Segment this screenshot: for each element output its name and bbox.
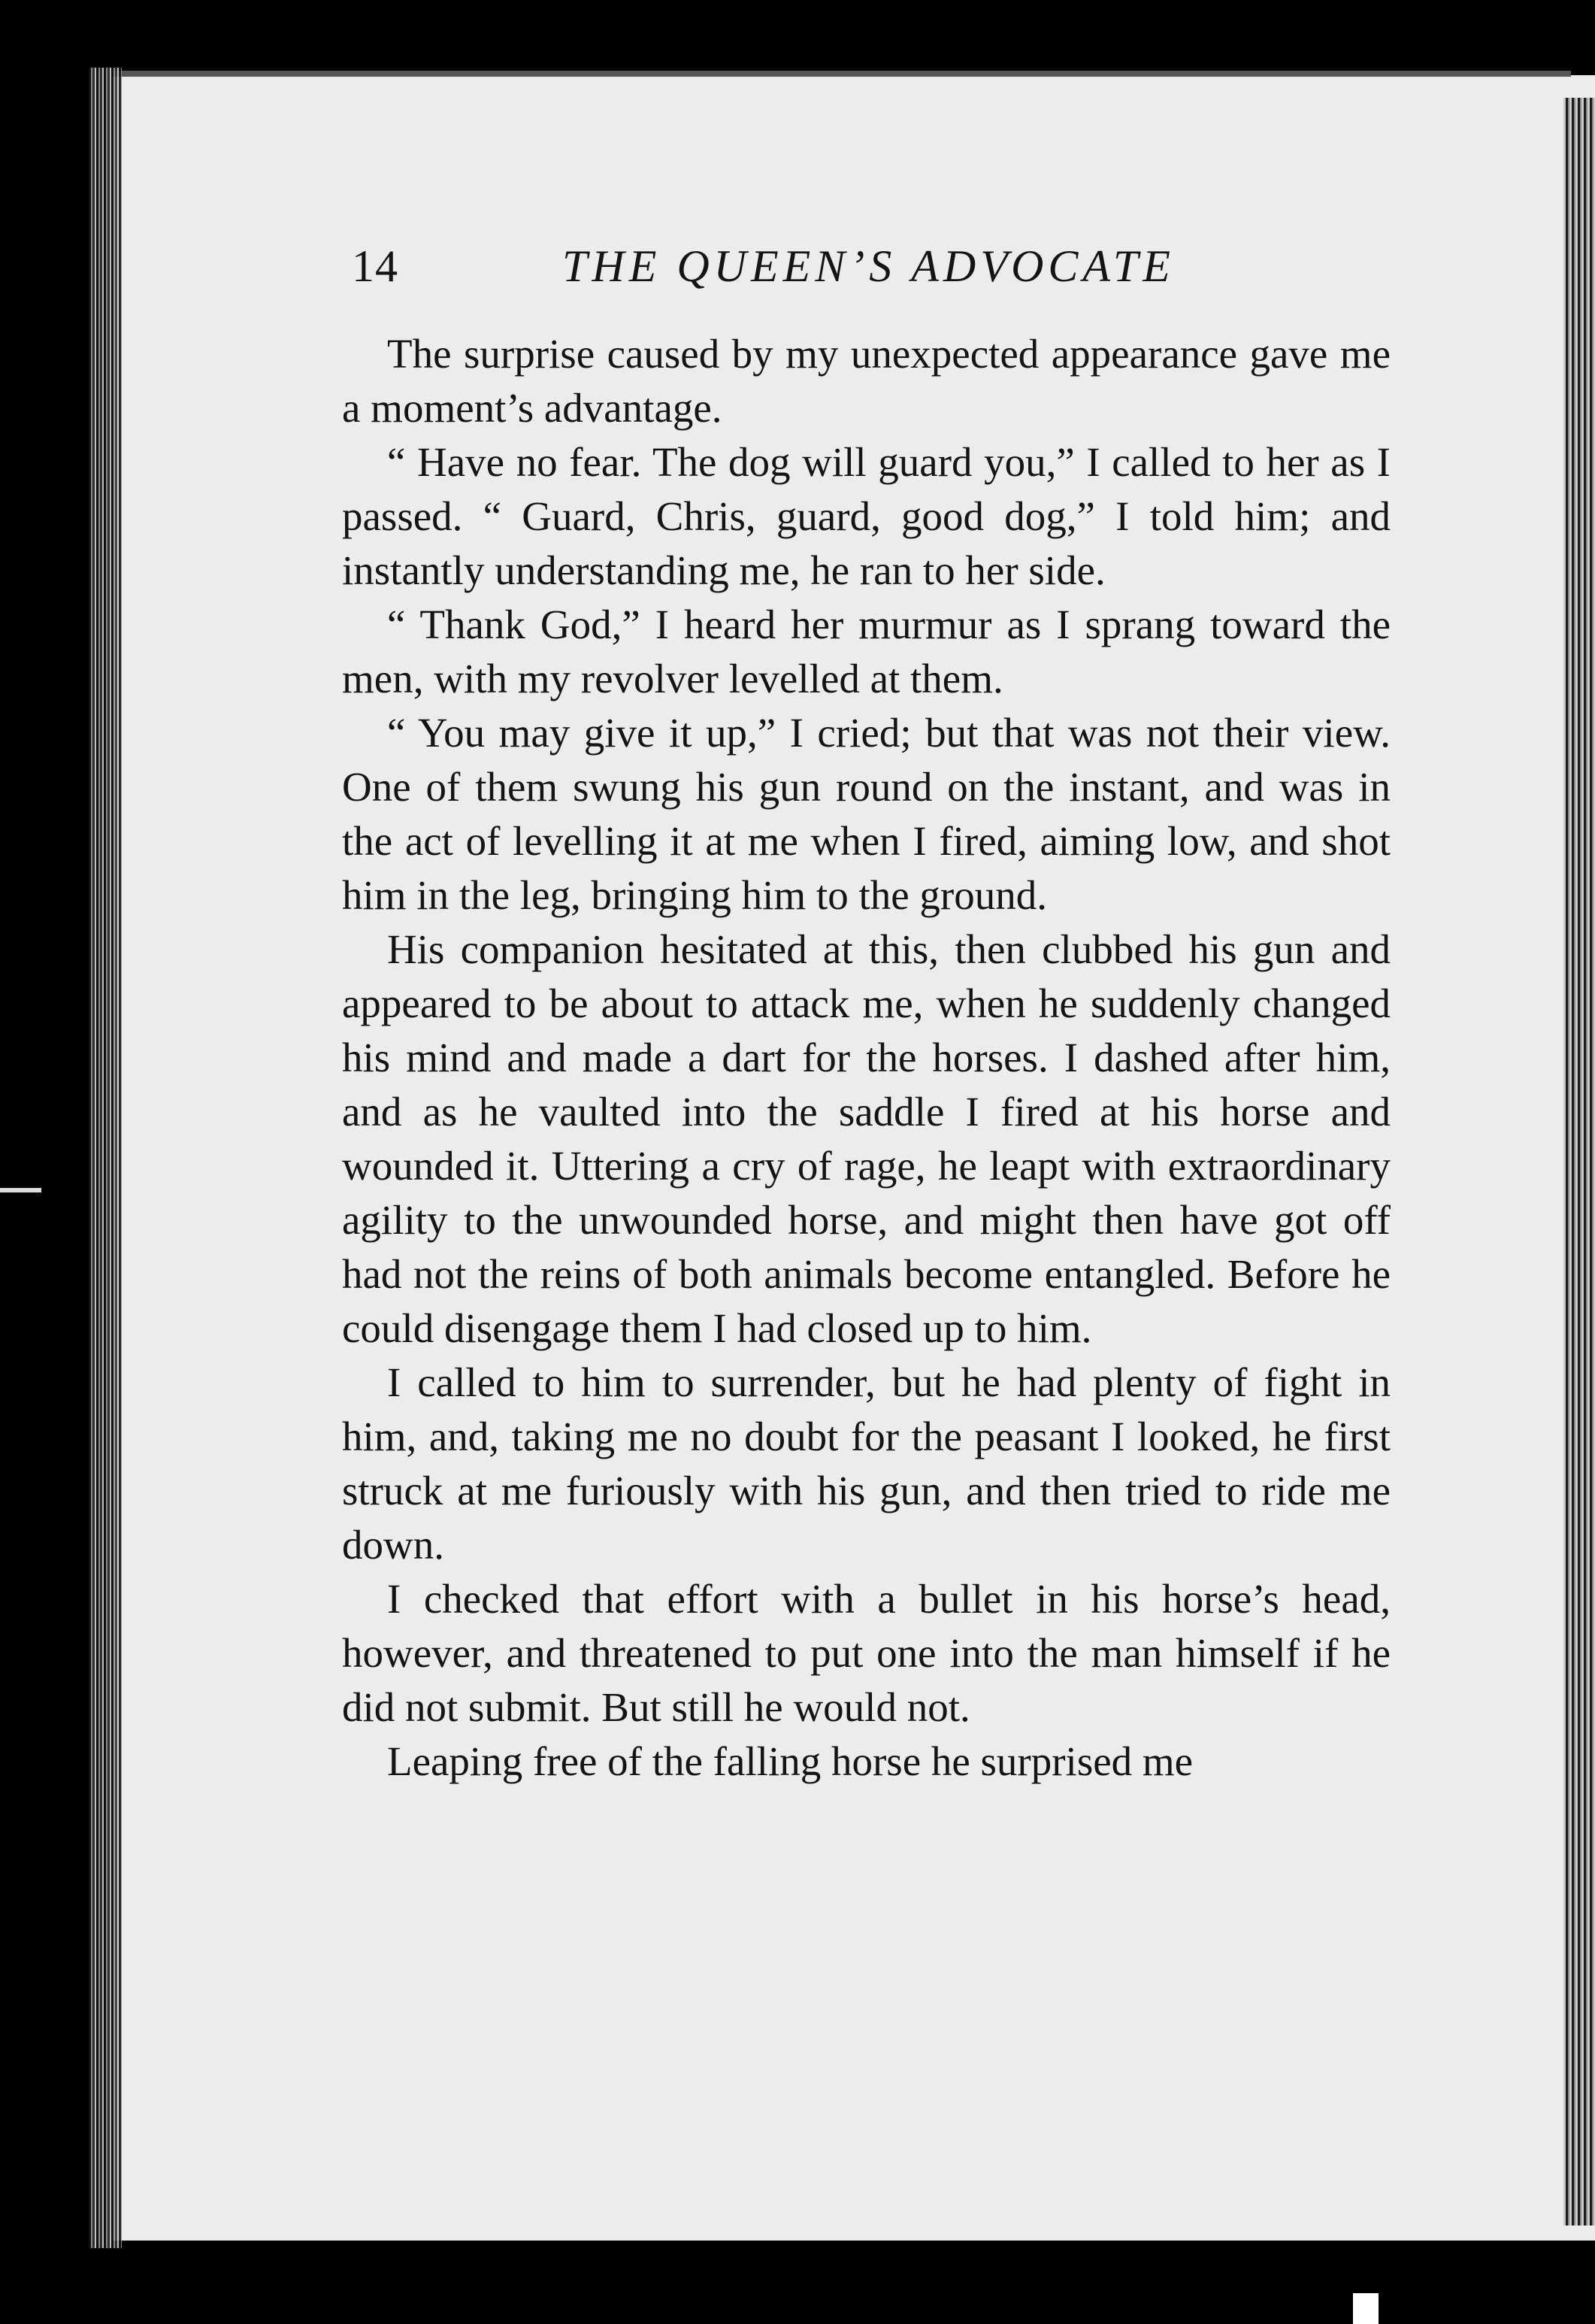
page-top-edge (113, 71, 1571, 77)
paragraph: I called to him to surrender, but he had plenty of fight in him, and, taking me no doubt for the peasant I looked, he first struck at me furiously with his gun, and then tried to ride me down. (342, 1359, 1391, 1568)
scan-artifact (0, 1188, 41, 1192)
page-right-edge (1563, 98, 1595, 2226)
book-binding-edge (89, 68, 122, 2248)
scan-artifact (1353, 2293, 1379, 2324)
paragraph: “ Have no fear. The dog will guard you,” I called to her as I passed. “ Guard, Chris, guard, good dog,” I told him; and instantly understanding me, he ran to her side. (342, 439, 1391, 593)
paragraph: The surprise caused by my unexpected appearance gave me a moment’s advantage. (342, 331, 1391, 431)
paragraph: “ Thank God,” I heard her murmur as I sprang toward the men, with my revolver levelled at them. (342, 601, 1391, 701)
paragraph: His companion hesitated at this, then clubbed his gun and appeared to be about to attack me, when he suddenly changed his mind and made a dart for the horses. I dashed after him, and as he vaulted into the saddle I fired at his horse and wounded it. Uttering a cry of rage, he leapt with extraordinary agility to the unwounded horse, and might then have got off had not the reins of both animals become entangled. Before he could disengage them I had closed up to him. (342, 926, 1391, 1351)
paragraph: Leaping free of the falling horse he surprised me (387, 1738, 1194, 1784)
page-number: 14 (352, 241, 398, 291)
paragraph: “ You may give it up,” I cried; but that was not their view. One of them swung his gun round on the instant, and was in the act of levelling it at me when I fired, aiming low, and shot him in the leg, bringing him to the ground. (342, 710, 1391, 918)
paragraph: I checked that effort with a bullet in his horse’s head, however, and threatened to put one into the man himself if he did not submit. But still he would not. (342, 1576, 1391, 1730)
running-title: THE QUEEN’S ADVOCATE (562, 241, 1175, 291)
body-text (342, 327, 1391, 1789)
running-header (352, 241, 1397, 301)
